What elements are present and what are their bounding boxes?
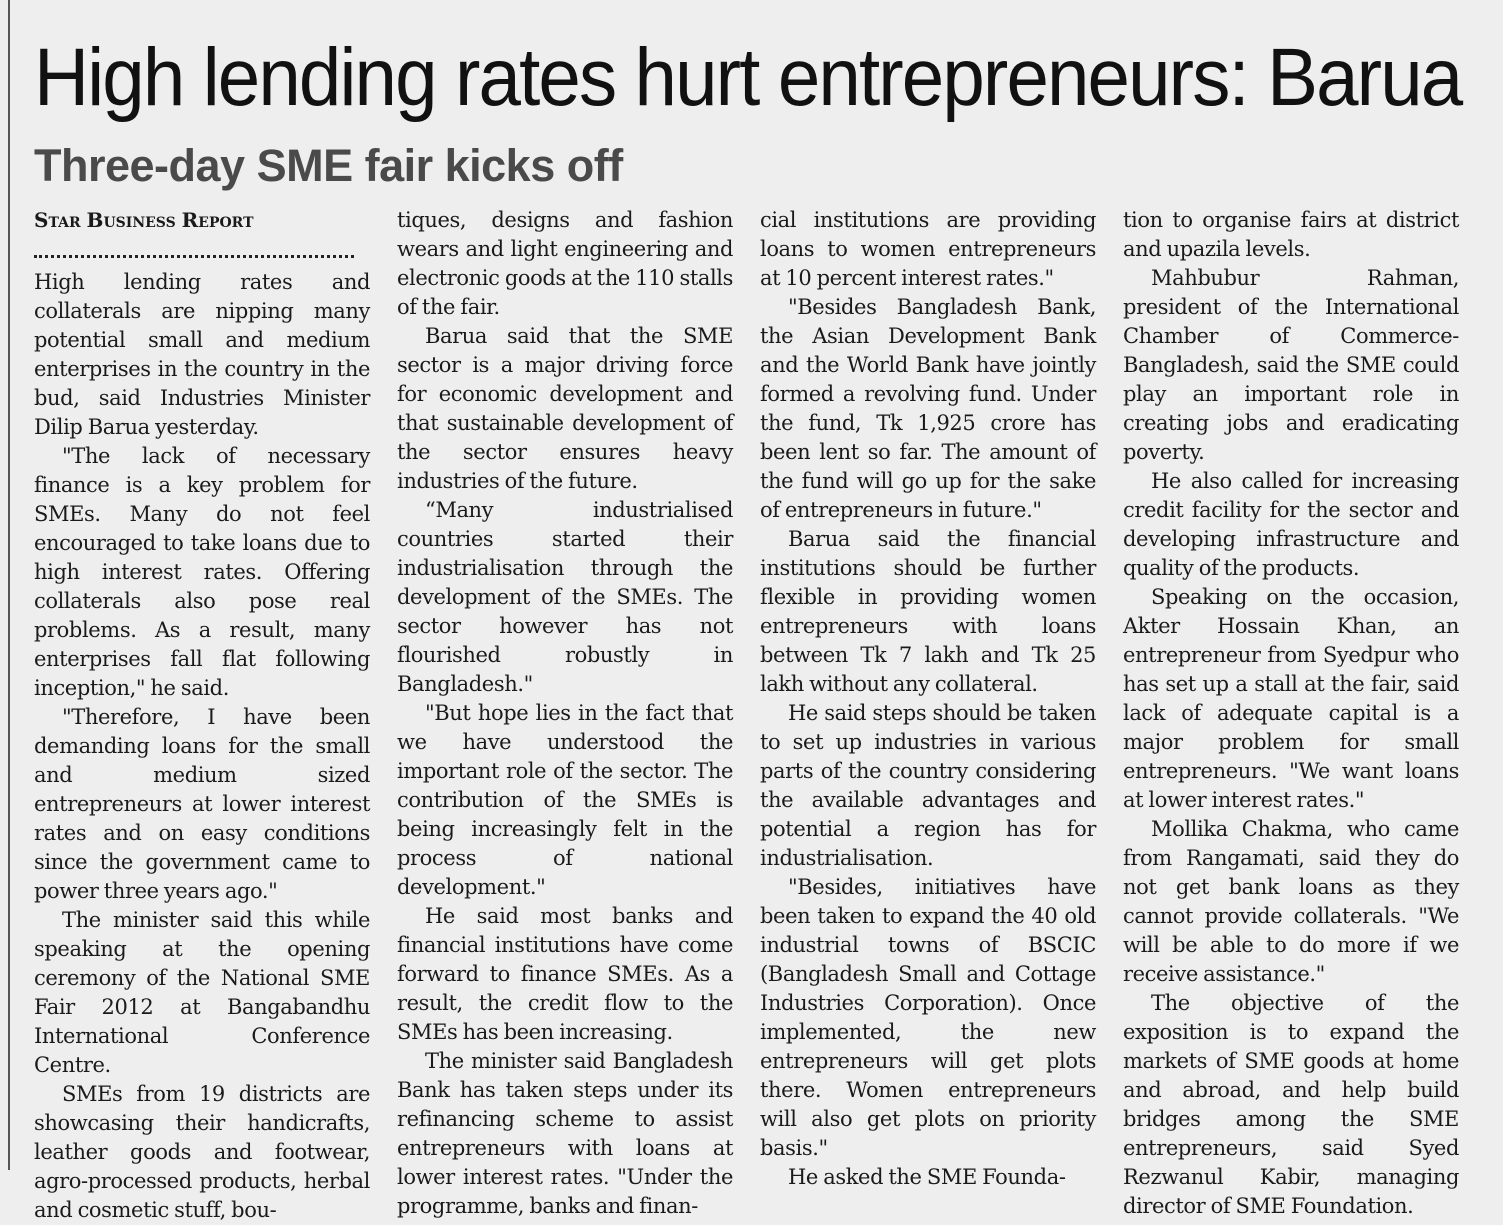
paragraph: "Besides Bangladesh Bank, the Asian Development Bank and the World Bank have jointly formed a revolving fund. Under the fund, Tk 1,925 crore has been lent so far. The amount of the fund will go up for the sake of entrepreneurs in future." [760, 295, 1096, 522]
article-column-4 [1123, 206, 1459, 1218]
paragraph: The minister said Bangladesh Bank has taken steps under its refinancing scheme to assist entrepreneurs with loans at lower interest rates. "Under the programme, banks and finan- [397, 1049, 733, 1218]
page-left-rule [8, 0, 10, 1170]
paragraph: “Many industrialised countries started their industrialisation through the development of the SMEs. The sector however has not flourished robustly in Bangladesh." [397, 498, 733, 696]
paragraph: tiques, designs and fashion wears and light engineering and electronic goods at the 110 stalls of the fair. [397, 208, 733, 319]
paragraph: Barua said the financial institutions should be further flexible in providing women entrepreneurs with loans between Tk 7 lakh and Tk 25 lakh without any collateral. [760, 527, 1096, 696]
paragraph: cial institutions are providing loans to women entrepreneurs at 10 percent interest rates." [760, 208, 1096, 290]
paragraph: "Therefore, I have been demanding loans for the small and medium sized entrepreneurs at lower interest rates and on easy conditions since the government came to power three years ago." [34, 705, 370, 903]
paragraph: tion to organise fairs at district and upazila levels. [1123, 208, 1459, 261]
article-column-1 [34, 206, 370, 1222]
paragraph: He said steps should be taken to set up industries in various parts of the country considering the available advantages and potential a region has for industrialisation. [760, 701, 1096, 870]
paragraph: "The lack of necessary finance is a key problem for SMEs. Many do not feel encouraged to take loans due to high interest rates. Offering collaterals also pose real problems. As a result, many enterprises fall flat following inception," he said. [34, 444, 370, 700]
paragraph: He also called for increasing credit facility for the sector and developing infrastructure and quality of the products. [1123, 469, 1459, 580]
paragraph: Speaking on the occasion, Akter Hossain Khan, an entrepreneur from Syedpur who has set up a stall at the fair, said lack of adequate capital is a major problem for small entrepreneurs. "We want loans at lower interest rates." [1123, 585, 1459, 812]
article-column-2 [397, 206, 733, 1218]
subheadline: Three-day SME fair kicks off [34, 140, 623, 191]
paragraph: "Besides, initiatives have been taken to expand the 40 old industrial towns of BSCIC (Bangladesh Small and Cottage Industries Corporation). Once implemented, the new entrepreneurs will get plots there. Women entrepreneurs will also get plots on priority basis." [760, 875, 1096, 1160]
paragraph: "But hope lies in the fact that we have understood the important role of the sector. The contribution of the SMEs is being increasingly felt in the process of national development." [397, 701, 733, 899]
paragraph: He said most banks and financial institutions have come forward to finance SMEs. As a result, the credit flow to the SMEs has been increasing. [397, 904, 733, 1044]
paragraph: Mollika Chakma, who came from Rangamati, said they do not get bank loans as they cannot provide collaterals. "We will be able to do more if we receive assistance." [1123, 817, 1459, 986]
paragraph: Mahbubur Rahman, president of the International Chamber of Commerce-Bangladesh, said the SME could play an important role in creating jobs and eradicating poverty. [1123, 266, 1459, 464]
paragraph: The minister said this while speaking at the opening ceremony of the National SME Fair 2012 at Bangabandhu International Conference Centre. [34, 908, 370, 1077]
paragraph: High lending rates and collaterals are nipping many potential small and medium enterprises in the country in the bud, said Industries Minister Dilip Barua yesterday. [34, 270, 370, 439]
paragraph: The objective of the exposition is to expand the markets of SME goods at home and abroad, and help build bridges among the SME entrepreneurs, said Syed Rezwanul Kabir, managing director of SME Foundation. [1123, 991, 1459, 1218]
paragraph: Barua said that the SME sector is a major driving force for economic development and that sustainable development of the sector ensures heavy industries of the future. [397, 324, 733, 493]
paragraph: He asked the SME Founda- [788, 1165, 1066, 1189]
headline: High lending rates hurt entrepreneurs: Barua [34, 32, 1462, 123]
byline: Star Business Report [34, 208, 254, 232]
article-column-3 [760, 206, 1096, 1189]
byline-divider [34, 235, 354, 258]
paragraph: SMEs from 19 districts are showcasing their handicrafts, leather goods and footwear, agro-processed products, herbal and cosmetic stuff, bou- [34, 1082, 370, 1222]
